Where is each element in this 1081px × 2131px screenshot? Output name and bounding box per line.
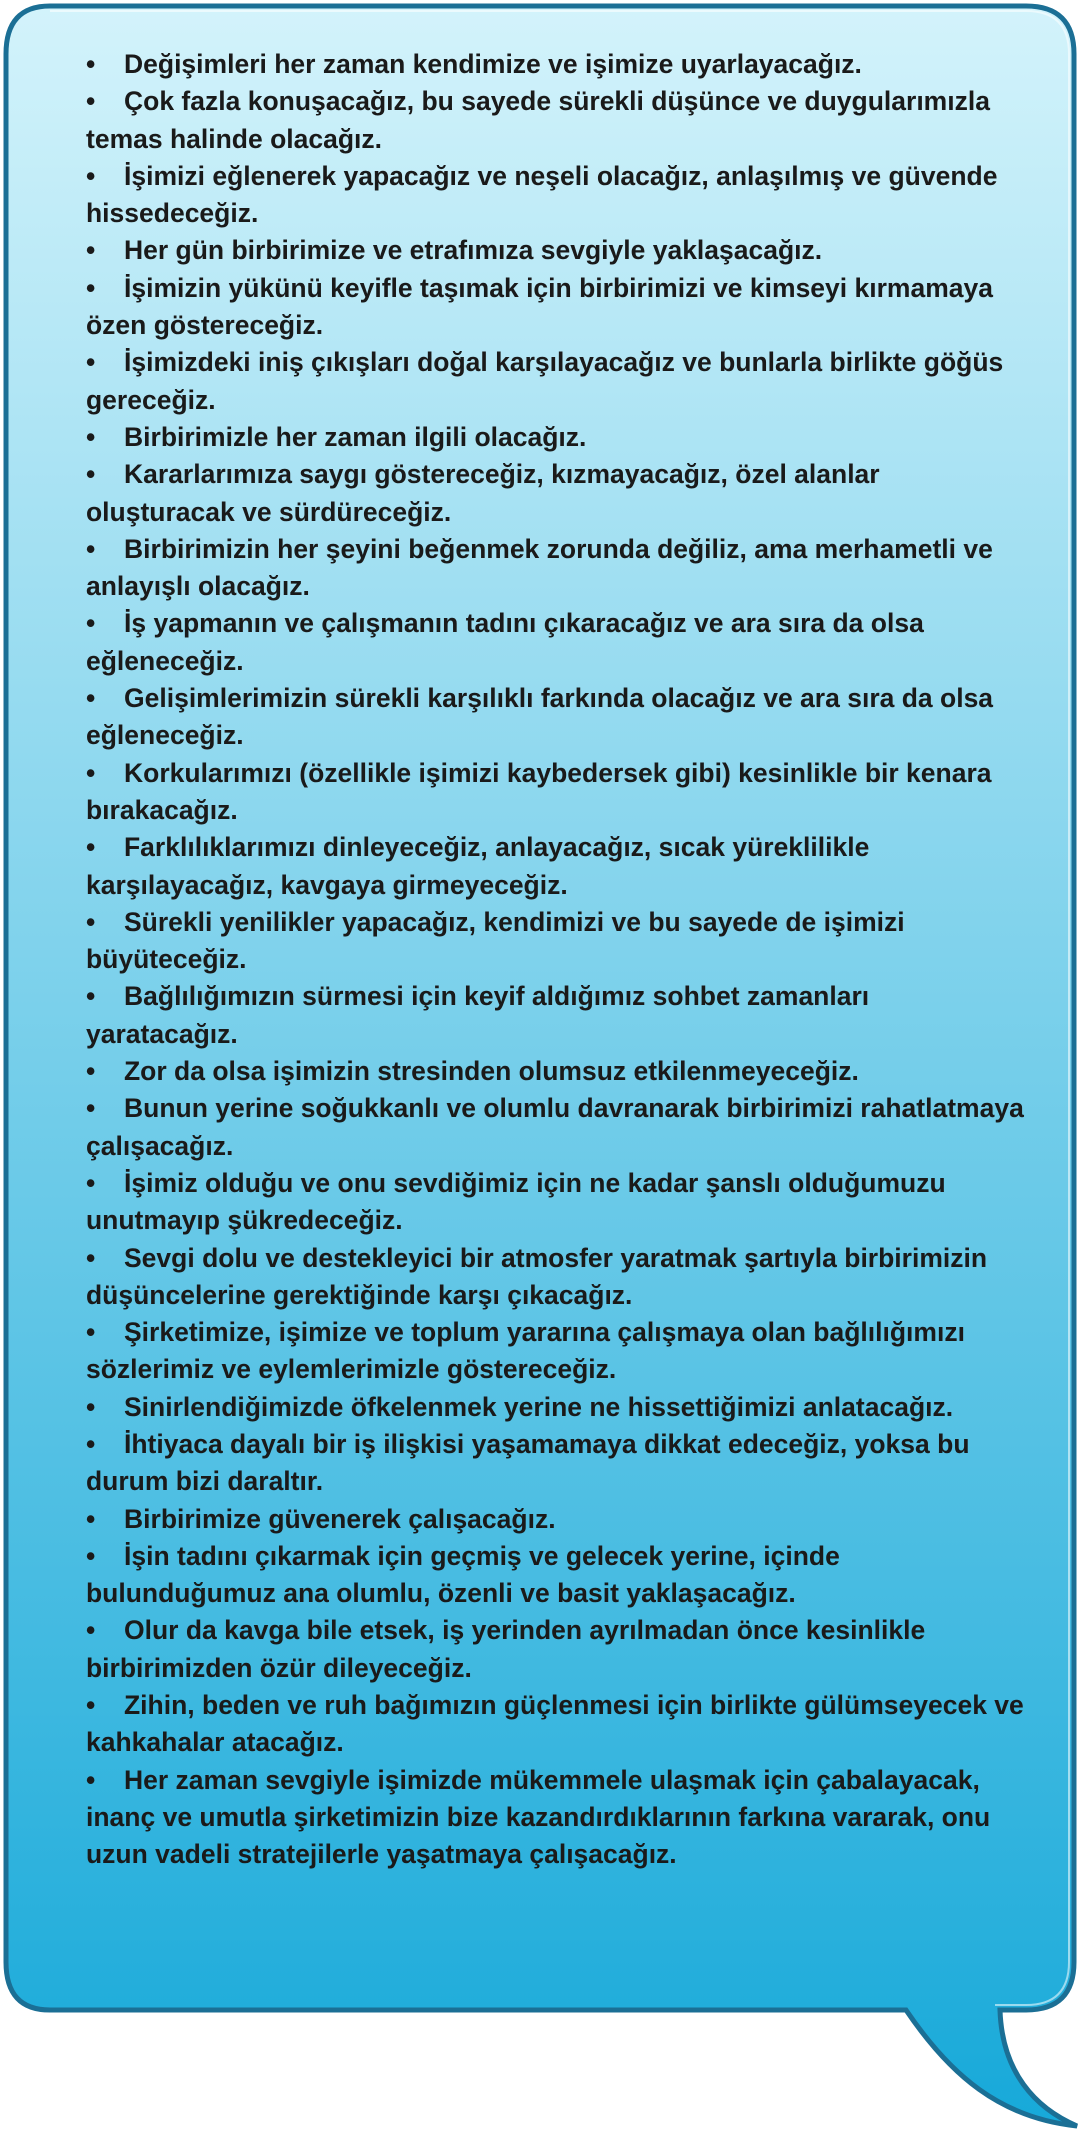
commitment-text: İhtiyaca dayalı bir iş ilişkisi yaşamamaya dikkat edeceğiz, yoksa bu durum bizi daraltır. bbox=[86, 1428, 970, 1497]
bullet-icon: • bbox=[86, 906, 96, 937]
commitment-text: Korkularımızı (özellikle işimizi kaybedersek gibi) kesinlikle bir kenara bırakacağız. bbox=[86, 757, 992, 825]
bullet-icon: • bbox=[86, 1764, 96, 1795]
bullet-icon: • bbox=[86, 1391, 96, 1422]
bullet-icon: • bbox=[86, 533, 96, 564]
commitment-item bbox=[86, 1612, 1026, 1687]
bullet-icon: • bbox=[86, 832, 96, 863]
bullet-icon: • bbox=[86, 1690, 96, 1721]
bullet-icon: • bbox=[86, 757, 96, 788]
bullet-icon: • bbox=[86, 608, 96, 639]
commitments-list-container bbox=[86, 46, 1026, 1874]
bullet-icon: • bbox=[86, 421, 96, 452]
bullet-icon: • bbox=[86, 981, 96, 1012]
commitment-text: Çok fazla konuşacağız, bu sayede sürekli düşünce ve duygularımızla temas halinde olacağız. bbox=[86, 86, 990, 154]
bullet-icon: • bbox=[86, 1167, 96, 1198]
commitment-text: İşimizin yükünü keyifle taşımak için birbirimizi ve kimseyi kırmamaya özen göstereceğiz. bbox=[86, 272, 994, 341]
commitment-text: Sinirlendiğimizde öfkelenmek yerine ne hissettiğimizi anlatacağız. bbox=[124, 1391, 954, 1422]
bullet-icon: • bbox=[86, 347, 96, 378]
commitment-item bbox=[86, 1538, 1026, 1613]
commitments-list bbox=[86, 46, 1026, 1874]
bullet-icon: • bbox=[86, 1503, 96, 1534]
commitment-text: Gelişimlerimizin sürekli karşılıklı farkında olacağız ve ara sıra da olsa eğleneceğiz. bbox=[86, 683, 994, 751]
commitment-text: Birbirimizin her şeyini beğenmek zorunda değiliz, ama merhametli ve anlayışlı olacağız. bbox=[86, 533, 993, 602]
commitment-item bbox=[86, 83, 1026, 158]
commitment-text: Her gün birbirimize ve etrafımıza sevgiyle yaklaşacağız. bbox=[124, 235, 823, 266]
commitment-item bbox=[86, 531, 1026, 606]
commitment-text: İşimiz olduğu ve onu sevdiğimiz için ne kadar şanslı olduğumuzu unutmayıp şükredeceğiz. bbox=[86, 1167, 946, 1236]
bullet-icon: • bbox=[86, 1056, 96, 1087]
commitment-item bbox=[86, 1165, 1026, 1240]
commitment-text: Bunun yerine soğukkanlı ve olumlu davranarak birbirimizi rahatlatmaya çalışacağız. bbox=[86, 1093, 1024, 1161]
commitment-text: Şirketimize, işimize ve toplum yararına çalışmaya olan bağlılığımızı sözlerimiz ve eylemlerimizle göstereceğiz. bbox=[86, 1317, 965, 1385]
bullet-icon: • bbox=[86, 235, 96, 266]
bullet-icon: • bbox=[86, 1242, 96, 1273]
commitment-text: Sürekli yenilikler yapacağız, kendimizi ve bu sayede de işimizi büyüteceğiz. bbox=[86, 906, 905, 975]
commitment-text: Birbirimize güvenerek çalışacağız. bbox=[124, 1503, 556, 1534]
commitment-item bbox=[86, 1687, 1026, 1762]
commitment-item bbox=[86, 419, 1026, 456]
commitment-text: Her zaman sevgiyle işimizde mükemmele ulaşmak için çabalayacak, inanç ve umutla şirketimizin bize kazandırdıklarının farkına vararak, onu uzun vadeli stratejilerle yaşatmaya çalışacağız. bbox=[86, 1764, 991, 1870]
bullet-icon: • bbox=[86, 272, 96, 303]
commitment-item bbox=[86, 978, 1026, 1053]
bullet-icon: • bbox=[86, 160, 96, 191]
commitment-text: İşimizdeki iniş çıkışları doğal karşılayacağız ve bunlarla birlikte göğüs gereceğiz. bbox=[86, 347, 1004, 415]
commitment-item bbox=[86, 605, 1026, 680]
commitment-item bbox=[86, 680, 1026, 755]
bullet-icon: • bbox=[86, 683, 96, 714]
bullet-icon: • bbox=[86, 1428, 96, 1459]
commitment-text: Değişimleri her zaman kendimize ve işimize uyarlayacağız. bbox=[124, 49, 862, 79]
commitment-text: İşin tadını çıkarmak için geçmiş ve gelecek yerine, içinde bulunduğumuz ana olumlu, özenli ve basit yaklaşacağız. bbox=[86, 1540, 840, 1609]
bullet-icon: • bbox=[86, 1093, 96, 1124]
commitment-text: Bağlılığımızın sürmesi için keyif aldığımız sohbet zamanları yaratacağız. bbox=[86, 981, 870, 1049]
commitment-item bbox=[86, 456, 1026, 531]
bullet-icon: • bbox=[86, 86, 96, 117]
commitment-text: Birbirimizle her zaman ilgili olacağız. bbox=[124, 421, 587, 452]
bullet-icon: • bbox=[86, 1540, 96, 1571]
commitment-item bbox=[86, 1053, 1026, 1090]
bullet-icon: • bbox=[86, 459, 96, 490]
commitment-text: Kararlarımıza saygı göstereceğiz, kızmayacağız, özel alanlar oluşturacak ve sürdüreceğiz. bbox=[86, 459, 880, 527]
commitment-item bbox=[86, 1389, 1026, 1426]
commitment-text: İşimizi eğlenerek yapacağız ve neşeli olacağız, anlaşılmış ve güvende hissedeceğiz. bbox=[86, 160, 998, 229]
commitment-item bbox=[86, 1090, 1026, 1165]
commitment-item bbox=[86, 158, 1026, 233]
commitment-text: Olur da kavga bile etsek, iş yerinden ayrılmadan önce kesinlikle birbirimizden özür dileyeceğiz. bbox=[86, 1615, 926, 1683]
commitment-item bbox=[86, 46, 1026, 83]
bullet-icon: • bbox=[86, 1317, 96, 1348]
bullet-icon: • bbox=[86, 49, 96, 79]
commitment-item bbox=[86, 1426, 1026, 1501]
commitment-item bbox=[86, 270, 1026, 345]
commitment-text: Zor da olsa işimizin stresinden olumsuz etkilenmeyeceğiz. bbox=[124, 1056, 859, 1087]
commitment-item bbox=[86, 1762, 1026, 1874]
commitment-text: Farklılıklarımızı dinleyeceğiz, anlayacağız, sıcak yüreklilikle karşılayacağız, kavgaya girmeyeceğiz. bbox=[86, 832, 870, 900]
commitment-item bbox=[86, 1240, 1026, 1315]
commitment-item bbox=[86, 755, 1026, 830]
commitment-item bbox=[86, 829, 1026, 904]
commitment-text: Sevgi dolu ve destekleyici bir atmosfer yaratmak şartıyla birbirimizin düşüncelerine gerektiğinde karşı çıkacağız. bbox=[86, 1242, 988, 1310]
commitment-text: İş yapmanın ve çalışmanın tadını çıkaracağız ve ara sıra da olsa eğleneceğiz. bbox=[86, 608, 924, 676]
commitment-item bbox=[86, 344, 1026, 419]
commitment-item bbox=[86, 904, 1026, 979]
commitment-item bbox=[86, 232, 1026, 269]
commitment-item bbox=[86, 1501, 1026, 1538]
commitment-item bbox=[86, 1314, 1026, 1389]
bullet-icon: • bbox=[86, 1615, 96, 1646]
commitment-text: Zihin, beden ve ruh bağımızın güçlenmesi için birlikte gülümseyecek ve kahkahalar atacağız. bbox=[86, 1690, 1024, 1758]
